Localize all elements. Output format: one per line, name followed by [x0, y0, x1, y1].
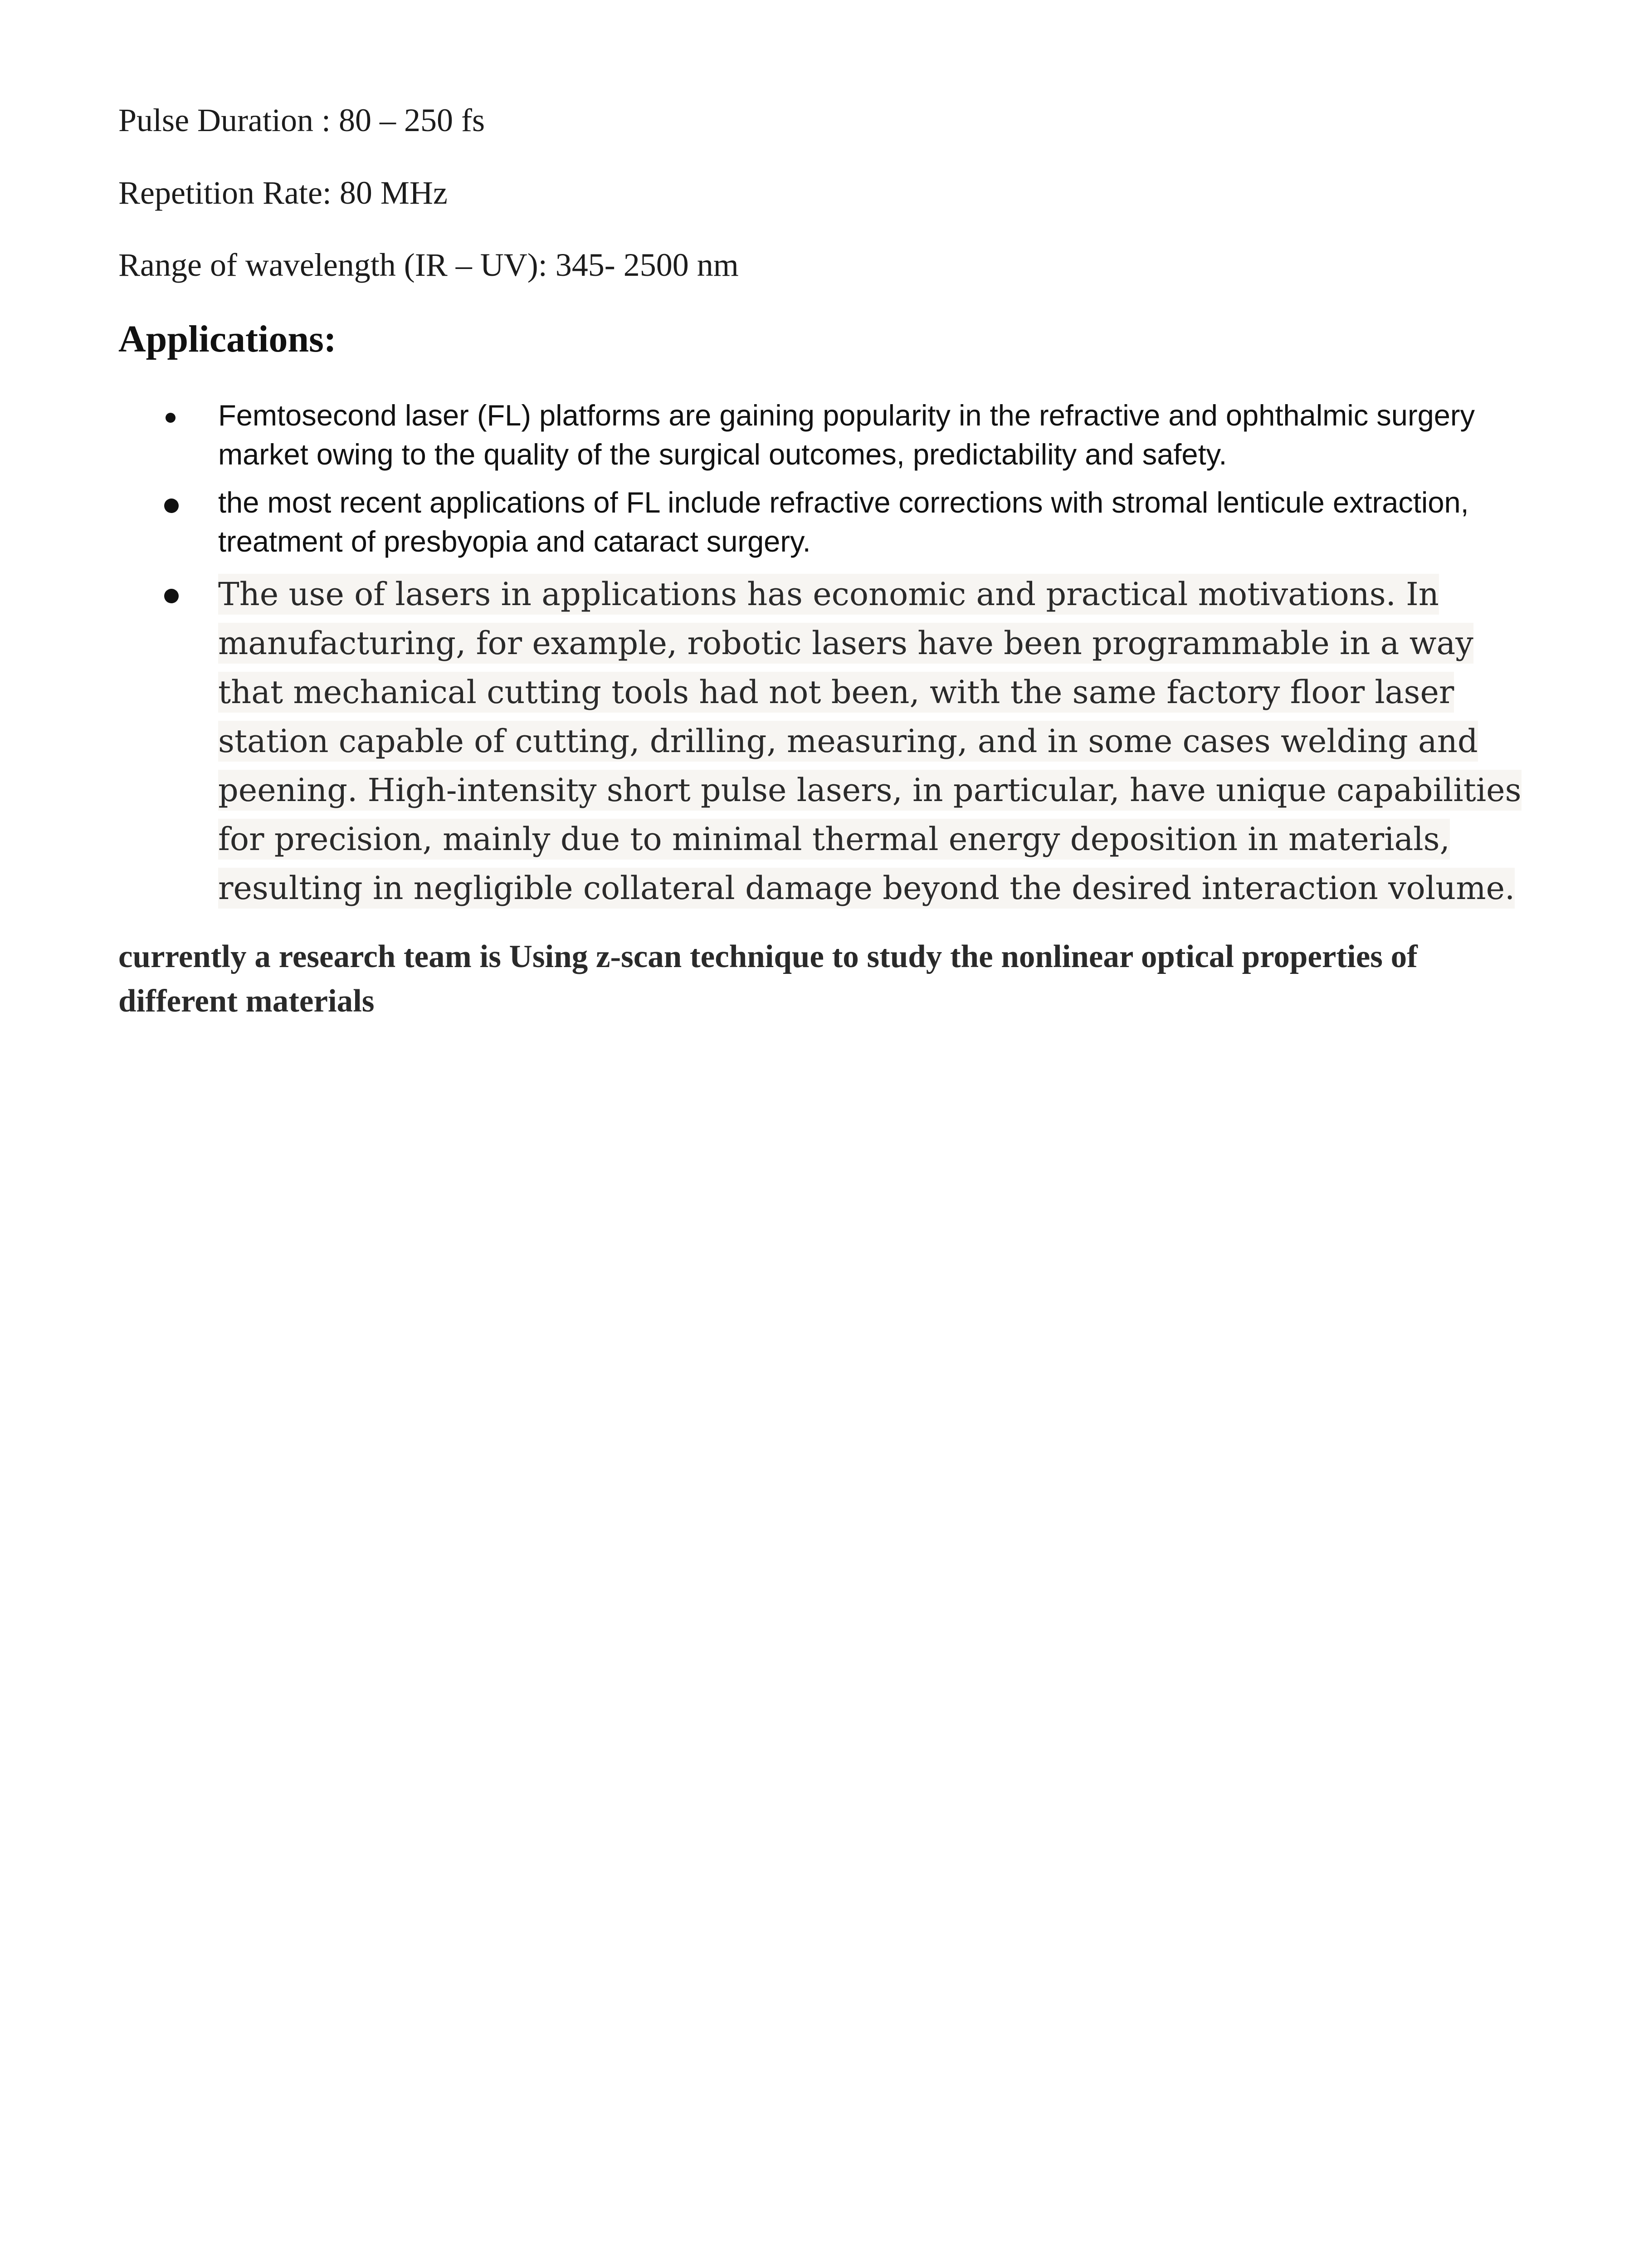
application-item-text: Femtosecond laser (FL) platforms are gaining popularity in the refractive and ophthalmic surgery market owing to the quality of the surgical outcomes, predictability and safety.: [218, 399, 1475, 471]
bullet-icon: [166, 413, 176, 423]
applications-heading: Applications:: [118, 318, 337, 360]
bullet-icon: [164, 499, 179, 513]
application-item-text: the most recent applications of FL include refractive corrections with stromal lenticule extraction, treatment of presbyopia and cataract surgery.: [218, 486, 1469, 558]
closing-note: currently a research team is Using z-scan technique to study the nonlinear optical properties of different materials: [118, 939, 1418, 1019]
bullet-icon: [164, 589, 179, 603]
pulse-duration-line: Pulse Duration : 80 – 250 fs: [118, 102, 485, 138]
highlighted-text: The use of lasers in applications has economic and practical motivations. In manufacturing, for example, robotic lasers have been programmable in a way that mechanical cutting tools had not been, with the same factory floor laser station capable of cutting, drilling, measuring, and in some cases welding and peening. High-intensity short pulse lasers, in particular, have unique capabilities for precision, mainly due to minimal thermal energy deposition in materials, resulting in negligible collateral damage beyond the desired interaction volume.: [218, 574, 1522, 909]
application-item-text: [218, 570, 1542, 913]
repetition-rate-line: Repetition Rate: 80 MHz: [118, 175, 448, 211]
wavelength-range-line: Range of wavelength (IR – UV): 345- 2500 nm: [118, 247, 739, 283]
